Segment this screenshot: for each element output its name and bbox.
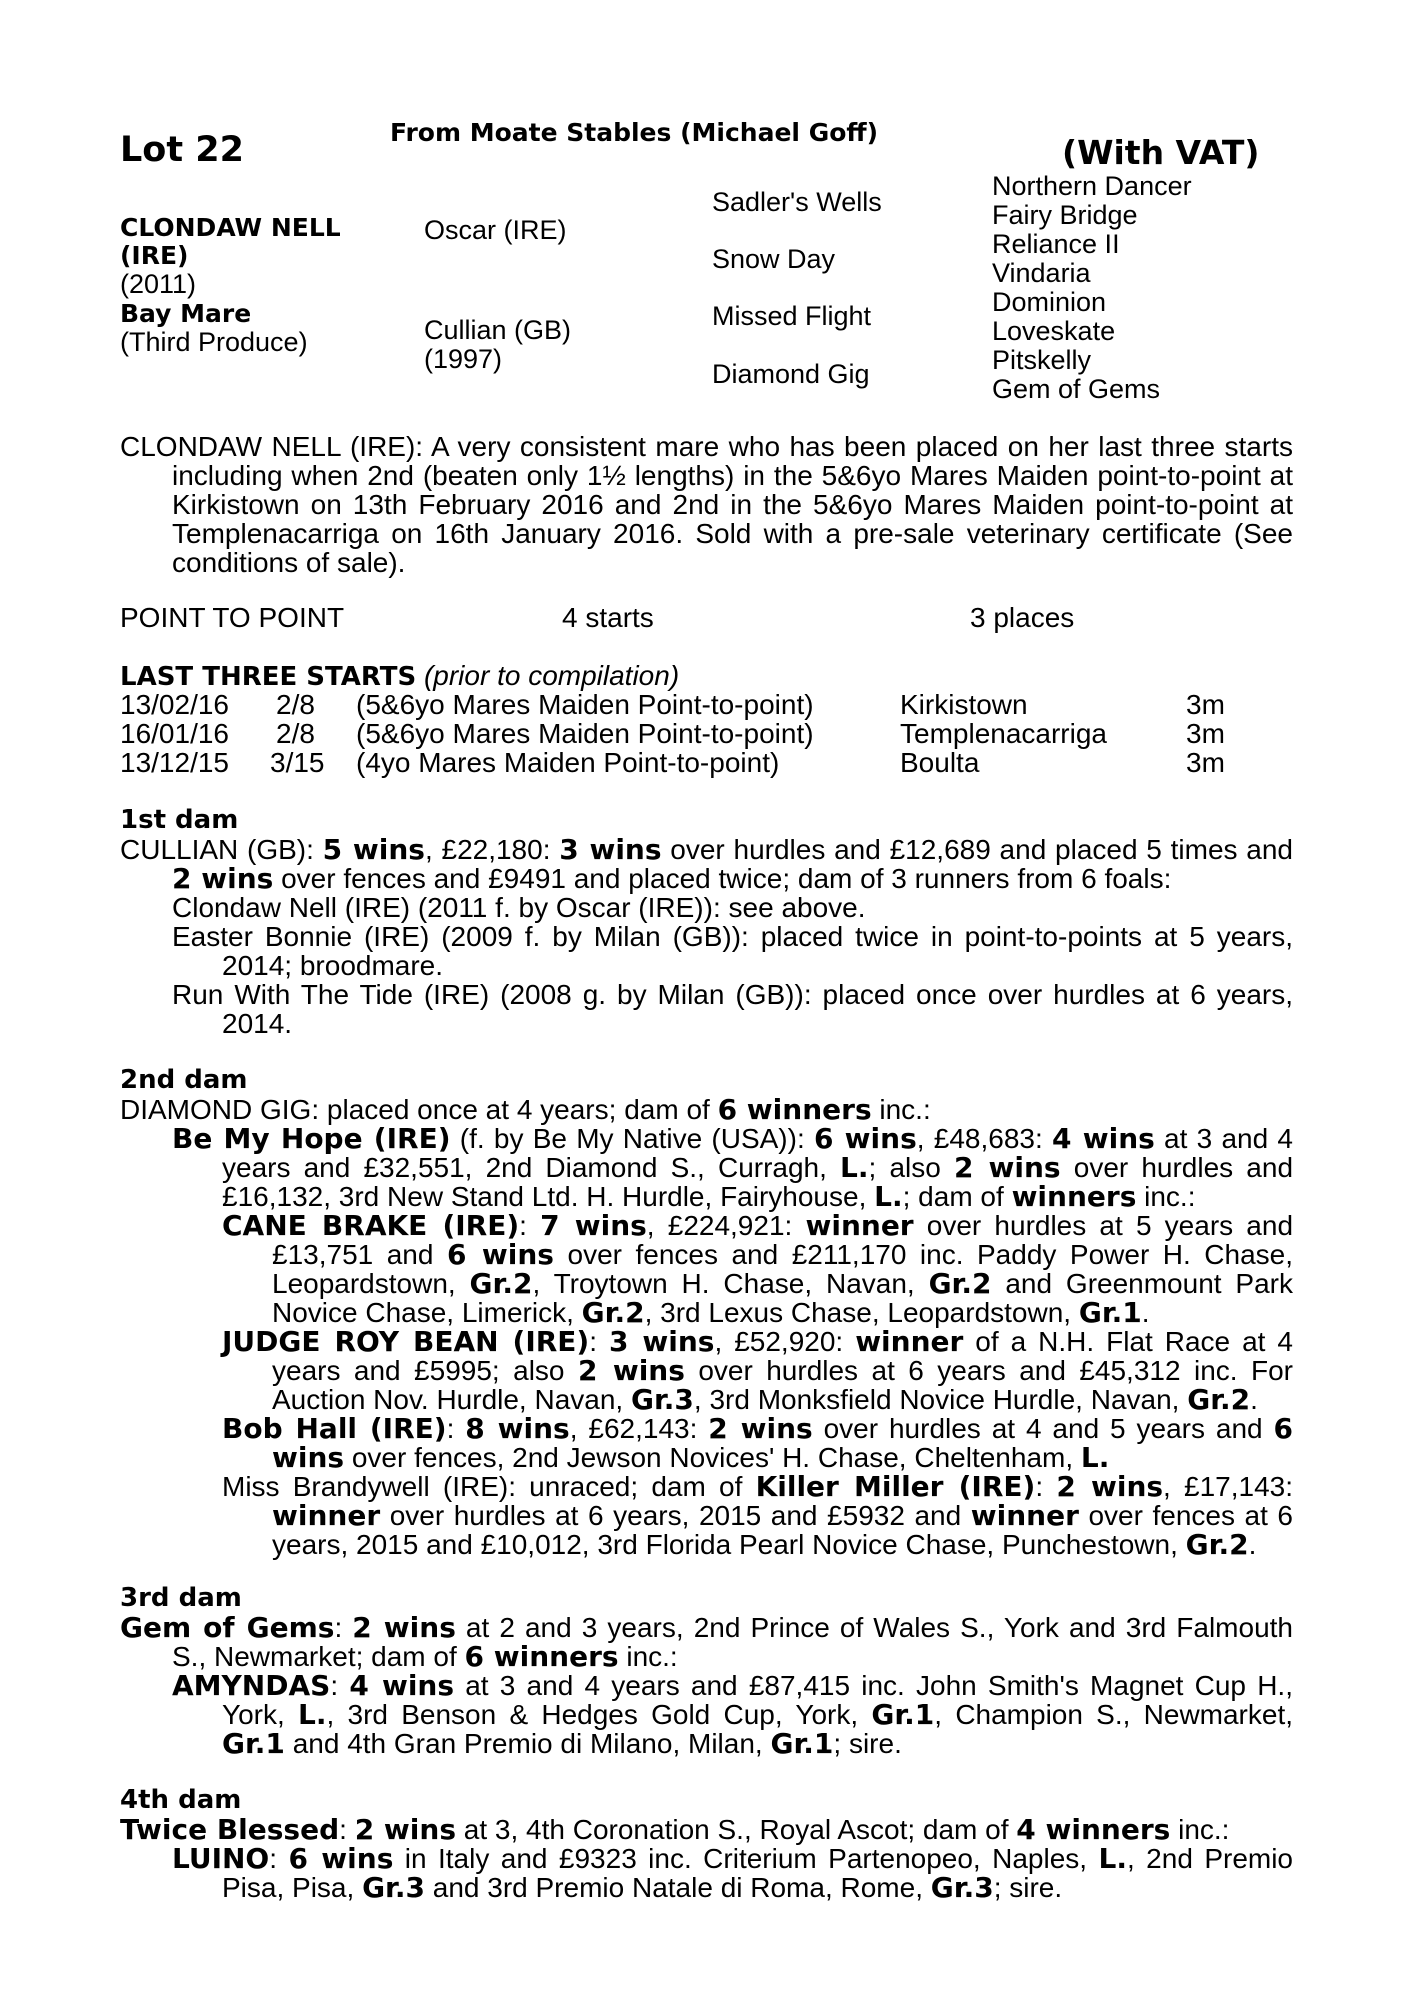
third-dam-progeny: AMYNDAS: 4 wins at 3 and 4 years and £87,415 inc. John Smith's Magnet Cup H., York, L., 3rd Benson & Hedges Gold Cup, York, Gr.1, Champion S., Newmarket, Gr.1 and 4th Gran Premio di Milano, Milan, Gr.1; sire. [172, 1669, 1294, 1760]
horse-name: CLONDAW NELL [120, 213, 341, 242]
last-three-title: LAST THREE STARTS [120, 662, 417, 692]
pedigree-gen2-item: Snow Day [712, 244, 836, 274]
start-date: 13/12/15 [120, 747, 229, 778]
vat-label: (With VAT) [1062, 133, 1260, 172]
start-race: (5&6yo Mares Maiden Point-to-point) [356, 689, 814, 720]
fourth-dam-section [120, 1786, 1293, 1902]
pedigree-gen2-item: Sadler's Wells [712, 187, 882, 217]
pedigree-gen3-item: Fairy Bridge [992, 200, 1138, 230]
second-dam-grandprogeny: JUDGE ROY BEAN (IRE): 3 wins, £52,920: winner of a N.H. Flat Race at 4 years and £5995; also 2 wins over hurdles at 6 years and £45,312 inc. For Auction Nov. Hurdle, Navan, Gr.3, 3rd Monksfield Novice Hurdle, Navan, Gr.2. [222, 1325, 1293, 1416]
pedigree-gen2-item: Diamond Gig [712, 359, 870, 389]
pedigree-gen3-item: Pitskelly [992, 345, 1092, 375]
pedigree-sire: Oscar (IRE) [424, 215, 567, 245]
start-distance: 3m [1186, 689, 1225, 720]
third-dam-heading: 3rd dam [120, 1583, 242, 1613]
ptp-starts: 4 starts [562, 602, 654, 633]
vendor: From Moate Stables (Michael Goff) [390, 118, 879, 147]
second-dam-progeny: Be My Hope (IRE) (f. by Be My Native (USA)): 6 wins, £48,683: 4 wins at 3 and 4 years and £32,551, 2nd Diamond S., Curragh, L.; also 2 wins over hurdles and £16,132, 3rd New Stand Ltd. H. Hurdle, Fairyhouse, L.; dam of winners inc.: [172, 1122, 1294, 1213]
last-three-heading [120, 661, 679, 692]
horse-sex: Bay Mare [120, 299, 252, 328]
start-course: Kirkistown [900, 689, 1028, 720]
first-dam-progeny: Easter Bonnie (IRE) (2009 f. by Milan (GB)): placed twice in point-to-points at 5 years, 2014; broodmare. [172, 921, 1293, 981]
description [120, 432, 1293, 577]
start-course: Templenacarriga [900, 718, 1107, 749]
first-dam-progeny: Run With The Tide (IRE) (2008 g. by Milan (GB)): placed once over hurdles at 6 years, 2014. [172, 979, 1293, 1039]
start-race: (5&6yo Mares Maiden Point-to-point) [356, 718, 814, 749]
lot-number: Lot 22 [120, 130, 244, 170]
first-dam-progeny: Clondaw Nell (IRE) (2011 f. by Oscar (IRE)): see above. [172, 892, 866, 923]
pedigree-gen3-item: Gem of Gems [992, 374, 1161, 404]
third-dam-section [120, 1584, 1293, 1758]
first-dam-section [120, 806, 1293, 1038]
start-race: (4yo Mares Maiden Point-to-point) [356, 747, 780, 778]
ptp-label: POINT TO POINT [120, 602, 345, 633]
fourth-dam-progeny: LUINO: 6 wins in Italy and £9323 inc. Criterium Partenopeo, Naples, L., 2nd Premio Pisa, Pisa, Gr.3 and 3rd Premio Natale di Roma, Rome, Gr.3; sire. [172, 1842, 1294, 1904]
pedigree-gen3-item: Vindaria [992, 258, 1091, 288]
first-dam-heading: 1st dam [120, 805, 239, 835]
start-date: 13/02/16 [120, 689, 229, 720]
pedigree-gen3-item: Reliance II [992, 229, 1120, 259]
fourth-dam-summary: Twice Blessed: 2 wins at 3, 4th Coronation S., Royal Ascot; dam of 4 winners inc.: [120, 1813, 1230, 1846]
start-distance: 3m [1186, 747, 1225, 778]
fourth-dam-heading: 4th dam [120, 1785, 242, 1815]
horse-suffix: (IRE) [120, 241, 189, 270]
pedigree-gen3-item: Loveskate [992, 316, 1116, 346]
horse-produce: (Third Produce) [120, 327, 308, 357]
second-dam-section [120, 1066, 1293, 1559]
start-date: 16/01/16 [120, 718, 229, 749]
start-course: Boulta [900, 747, 980, 778]
second-dam-grandprogeny: CANE BRAKE (IRE): 7 wins, £224,921: winner over hurdles at 5 years and £13,751 and 6 wins over fences and £211,170 inc. Paddy Power H. Chase, Leopardstown, Gr.2, Troytown H. Chase, Navan, Gr.2 and Greenmount Park Novice Chase, Limerick, Gr.2, 3rd Lexus Chase, Leopardstown, Gr.1. [222, 1209, 1294, 1329]
first-dam-summary: CULLIAN (GB): 5 wins, £22,180: 3 wins over hurdles and £12,689 and placed 5 times and 2 wins over fences and £9491 and placed twice; dam of 3 runners from 6 foals: [120, 833, 1294, 895]
horse-block [120, 214, 341, 357]
pedigree-dam-year: (1997) [424, 344, 503, 374]
start-position: 2/8 [276, 689, 315, 720]
start-position: 2/8 [276, 718, 315, 749]
start-distance: 3m [1186, 718, 1225, 749]
ptp-places: 3 places [970, 602, 1075, 633]
last-three-note: (prior to compilation) [423, 660, 680, 691]
pedigree-gen2-item: Missed Flight [712, 301, 872, 331]
second-dam-grandprogeny: Miss Brandywell (IRE): unraced; dam of Killer Miller (IRE): 2 wins, £17,143: winner over hurdles at 6 years, 2015 and £5932 and winner over fences at 6 years, 2015 and £10,012, 3rd Florida Pearl Novice Chase, Punchestown, Gr.2. [222, 1470, 1294, 1561]
pedigree-dam: Cullian (GB) [424, 315, 572, 345]
third-dam-summary: Gem of Gems: 2 wins at 2 and 3 years, 2nd Prince of Wales S., York and 3rd Falmouth S., Newmarket; dam of 6 winners inc.: [120, 1611, 1293, 1673]
horse-year: (2011) [120, 269, 197, 299]
second-dam-heading: 2nd dam [120, 1065, 248, 1095]
second-dam-summary: DIAMOND GIG: placed once at 4 years; dam of 6 winners inc.: [120, 1093, 931, 1126]
pedigree-gen3-item: Dominion [992, 287, 1107, 317]
start-position: 3/15 [270, 747, 325, 778]
pedigree-gen3-item: Northern Dancer [992, 171, 1192, 201]
description-text: CLONDAW NELL (IRE): A very consistent mare who has been placed on her last three starts including when 2nd (beaten only 1½ lengths) in the 5&6yo Mares Maiden point-to-point at Kirkistown on 13th February 2016 and 2nd in the 5&6yo Mares Maiden point-to-point at Templenacarriga on 16th January 2016. Sold with a pre-sale veterinary certificate (See conditions of sale). [120, 431, 1293, 578]
second-dam-grandprogeny: Bob Hall (IRE): 8 wins, £62,143: 2 wins over hurdles at 4 and 5 years and 6 wins over fences, 2nd Jewson Novices' H. Chase, Cheltenham, L. [222, 1412, 1294, 1474]
